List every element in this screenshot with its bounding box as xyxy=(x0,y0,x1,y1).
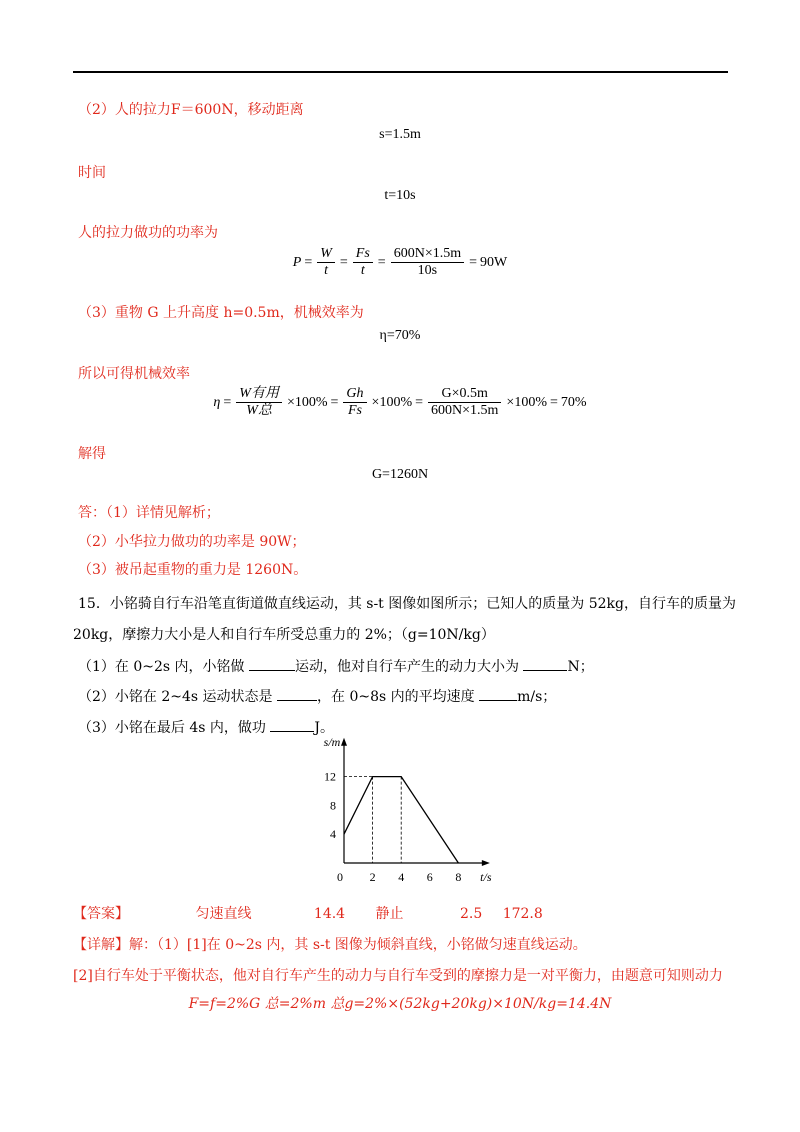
x-tick-label-8: 8 xyxy=(455,870,462,884)
blank-1 xyxy=(249,670,295,671)
power-formula: P = $\frac{W}{t}$ = $\frac{Fs}{t}$ = $\frac{600N\times 1.5m}{10s}$ = 90W xyxy=(292,246,508,278)
s-equation: s=1.5m xyxy=(379,127,421,142)
question-15-line-2: 20kg，摩擦力大小是人和自行车所受总重力的 2%；（g=10N/kg） xyxy=(73,627,495,643)
part3-intro: （3）重物 G 上升高度 h=0.5m，机械效率为 xyxy=(78,305,364,321)
blank-4 xyxy=(479,700,517,701)
answer-5: 172.8 xyxy=(502,906,543,922)
part2-intro: （2）人的拉力F＝600N，移动距离 xyxy=(78,102,304,118)
answer-line-1: 答：（1）详情见解析； xyxy=(78,505,220,521)
answer-4: 2.5 xyxy=(459,906,483,922)
t-equation: t=10s xyxy=(384,188,416,203)
answer-line-2: （2）小华拉力做功的功率是 90W； xyxy=(78,534,306,550)
y-tick-label-4: 4 xyxy=(330,827,336,842)
g-equation: G=1260N xyxy=(371,467,429,482)
detail-line-1: 【详解】解：（1）[1]在 0~2s 内，其 s-t 图像为倾斜直线，小铭做匀速直线运动。 xyxy=(73,937,587,953)
answer-tag: 【答案】 xyxy=(73,906,129,922)
question-15-line-1: 15．小铭骑自行车沿笔直街道做直线运动，其 s-t 图像如图所示；已知人的质量为 52kg，自行车的质量为 xyxy=(78,596,736,612)
blank-2 xyxy=(523,670,567,671)
x-axis-arrow xyxy=(482,860,490,866)
solve-label: 解得 xyxy=(78,446,106,462)
answer-line-3: （3）被吊起重物的重力是 1260N。 xyxy=(78,562,308,578)
blank-3 xyxy=(277,700,317,701)
efficiency-formula: η = $\frac{\text{W有用}}{\text{W总}}$ ×100% = $\frac{Gh}{Fs}$ ×100% = $\frac{G\times 0.5m}{600N\times 1.5m}$ ×100% = 70% xyxy=(213,386,587,418)
x-axis-label: t/s xyxy=(480,870,492,884)
x-tick-label-6: 6 xyxy=(426,870,433,884)
y-tick-label-12: 12 xyxy=(324,769,336,784)
answer-3: 静止 xyxy=(375,906,404,922)
x-tick-label-2: 2 xyxy=(369,870,376,884)
answer-row xyxy=(73,903,543,923)
question-15-part-3: （3）小铭在最后 4s 内，做功 J。 xyxy=(78,720,334,736)
question-15-part-2: （2）小铭在 2~4s 运动状态是 ，在 0~8s 内的平均速度 m/s； xyxy=(78,689,557,705)
y-axis-arrow xyxy=(341,738,347,746)
eff-derive-label: 所以可得机械效率 xyxy=(78,366,190,382)
blank-5 xyxy=(270,731,314,732)
answer-1: 匀速直线 xyxy=(195,906,252,922)
x-tick-label-4: 4 xyxy=(398,870,405,884)
eta-equation: η=70% xyxy=(379,328,421,343)
y-tick-label-8: 8 xyxy=(330,798,336,813)
question-15-part-1: （1）在 0~2s 内，小铭做 运动，他对自行车产生的动力大小为 N； xyxy=(78,659,594,675)
y-axis-label: s/m xyxy=(323,735,341,749)
detail-line-3: F=f=2%G 总=2%m 总g=2%×(52kg+20kg)×10N/kg=14.4N xyxy=(188,996,612,1012)
time-label: 时间 xyxy=(78,165,106,181)
power-label: 人的拉力做功的功率为 xyxy=(78,225,218,241)
x-tick-label-0: 0 xyxy=(337,870,343,884)
s-t-chart xyxy=(300,735,500,885)
answer-2: 14.4 xyxy=(313,906,346,922)
header-rule xyxy=(73,71,728,73)
detail-line-2: [2]自行车处于平衡状态，他对自行车产生的动力与自行车受到的摩擦力是一对平衡力，由题意可知则动力 xyxy=(73,968,723,984)
